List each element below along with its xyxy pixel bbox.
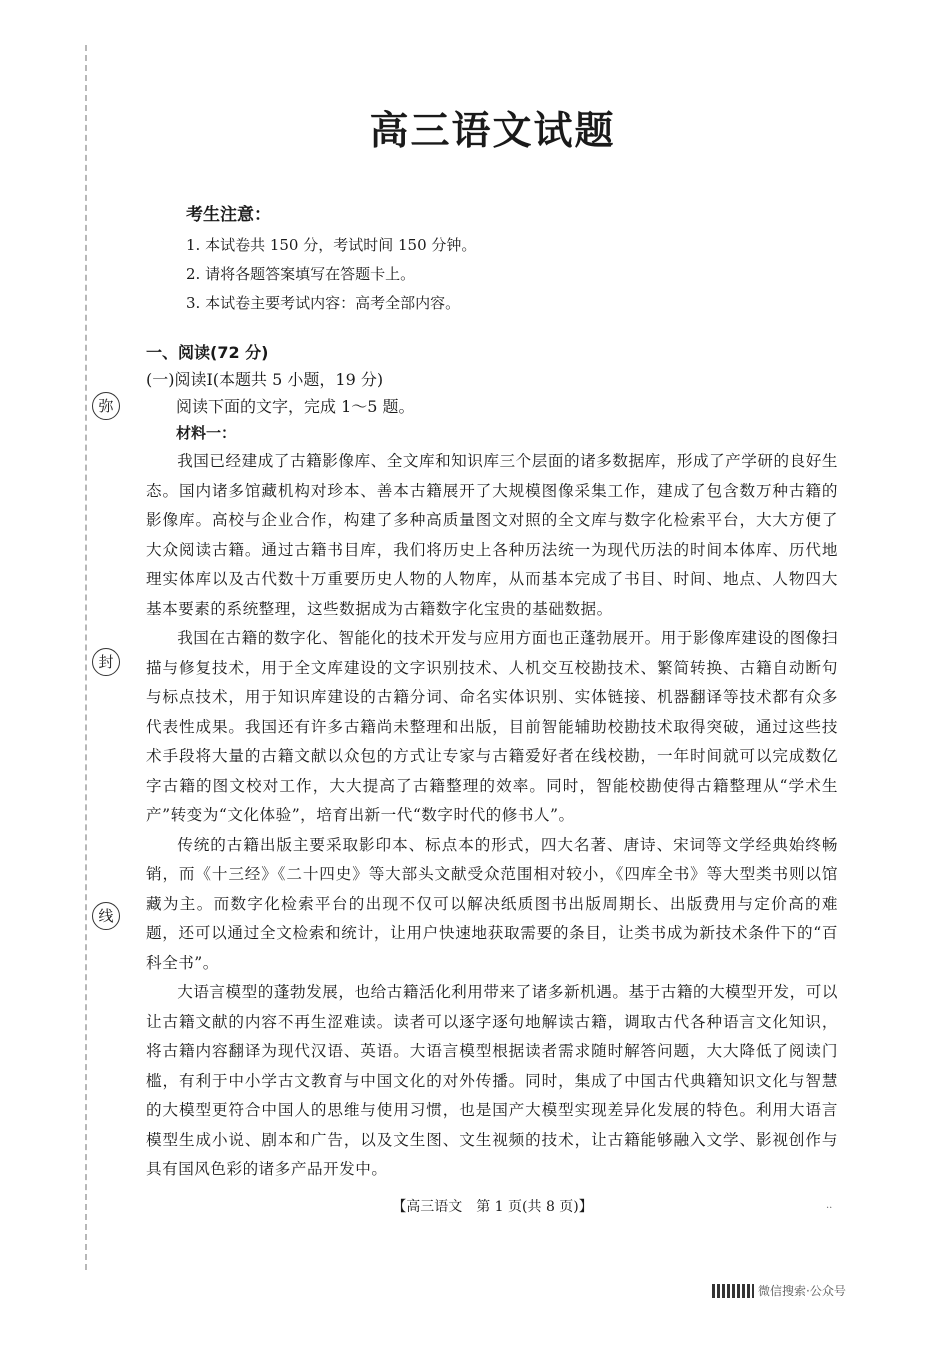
footer-mark: .. bbox=[826, 1200, 833, 1211]
binding-dashed-line bbox=[85, 45, 87, 1270]
exam-title: 高三语文试题 bbox=[369, 109, 616, 154]
binding-mark-feng: 封 bbox=[92, 648, 120, 676]
material-paragraph: 大语言模型的蓬勃发展，也给古籍活化利用带来了诸多新机遇。基于古籍的大模型开发，可以让古籍文献的内容不再生涩难读。读者可以逐字逐句地解读古籍，调取古代各种语言文化知识，将古籍内容翻译为现代汉语、英语。大语言模型根据读者需求随时解答问题，大大降低了阅读门槛，有利于中小学古文教育与中国文化的对外传播。同时，集成了中国古代典籍知识文化与智慧的大模型更符合中国人的思维与使用习惯，也是国产大模型实现差异化发展的特色。利用大语言模型生成小说、剧本和广告，以及文生图、文生视频的技术，让古籍能够融入文学、影视创作与具有国风色彩的诸多产品开发中。 bbox=[146, 983, 838, 1178]
notice-item: 2. 请将各题答案填写在答题卡上。 bbox=[186, 265, 416, 283]
reading-instruction: 阅读下面的文字，完成 1～5 题。 bbox=[176, 397, 415, 416]
qr-code-icon bbox=[712, 1284, 754, 1298]
material-label: 材料一： bbox=[176, 424, 237, 442]
watermark bbox=[712, 1282, 922, 1300]
material-paragraph: 我国在古籍的数字化、智能化的技术开发与应用方面也正蓬勃展开。用于影像库建设的图像扫描与修复技术，用于全文库建设的文字识别技术、人机交互校勘技术、繁简转换、古籍自动断句与标点技术，用于知识库建设的古籍分词、命名实体识别、实体链接、机器翻译等技术都有众多代表性成果。我国还有许多古籍尚未整理和出版，目前智能辅助校勘技术取得突破，通过这些技术手段将大量的古籍文献以众包的方式让专家与古籍爱好者在线校勘，一年时间就可以完成数亿字古籍的图文校对工作，大大提高了古籍整理的效率。同时，智能校勘使得古籍整理从“学术生产”转变为“文化体验”，培育出新一代“数字时代的修书人”。 bbox=[146, 629, 838, 824]
binding-mark-xian: 线 bbox=[92, 902, 120, 930]
reading-section bbox=[146, 340, 838, 1185]
watermark-text: 微信搜索·公众号 bbox=[758, 1284, 846, 1298]
material-paragraph: 我国已经建成了古籍影像库、全文库和知识库三个层面的诸多数据库，形成了产学研的良好生态。国内诸多馆藏机构对珍本、善本古籍展开了大规模图像采集工作，建成了包含数万种古籍的影像库。高校与企业合作，构建了多种高质量图文对照的全文库与数字化检索平台，大大方便了大众阅读古籍。通过古籍书目库，我们将历史上各种历法统一为现代历法的时间本体库、历代地理实体库以及古代数十万重要历史人物的人物库，从而基本完成了书目、时间、地点、人物四大基本要素的系统整理，这些数据成为古籍数字化宝贵的基础数据。 bbox=[146, 452, 838, 618]
page-footer: 【高三语文 第 1 页(共 8 页)】 bbox=[392, 1199, 593, 1215]
notice-item: 1. 本试卷共 150 分，考试时间 150 分钟。 bbox=[186, 236, 477, 254]
notice-item: 3. 本试卷主要考试内容：高考全部内容。 bbox=[186, 294, 461, 312]
section-heading: 一、阅读(72 分) bbox=[146, 343, 269, 362]
notice-block bbox=[186, 200, 786, 318]
binding-mark-mi: 弥 bbox=[92, 392, 120, 420]
material-paragraph: 传统的古籍出版主要采取影印本、标点本的形式，四大名著、唐诗、宋词等文学经典始终畅销，而《十三经》《二十四史》等大部头文献受众范围相对较小，《四库全书》等大型类书则以馆藏为主。而数字化检索平台的出现不仅可以解决纸质图书出版周期长、出版费用与定价高的难题，还可以通过全文检索和统计，让用户快速地获取需要的条目，让类书成为新技术条件下的“百科全书”。 bbox=[146, 835, 838, 972]
subsection-heading: (一)阅读Ⅰ(本题共 5 小题，19 分) bbox=[146, 370, 384, 389]
notice-title: 考生注意： bbox=[186, 205, 271, 225]
